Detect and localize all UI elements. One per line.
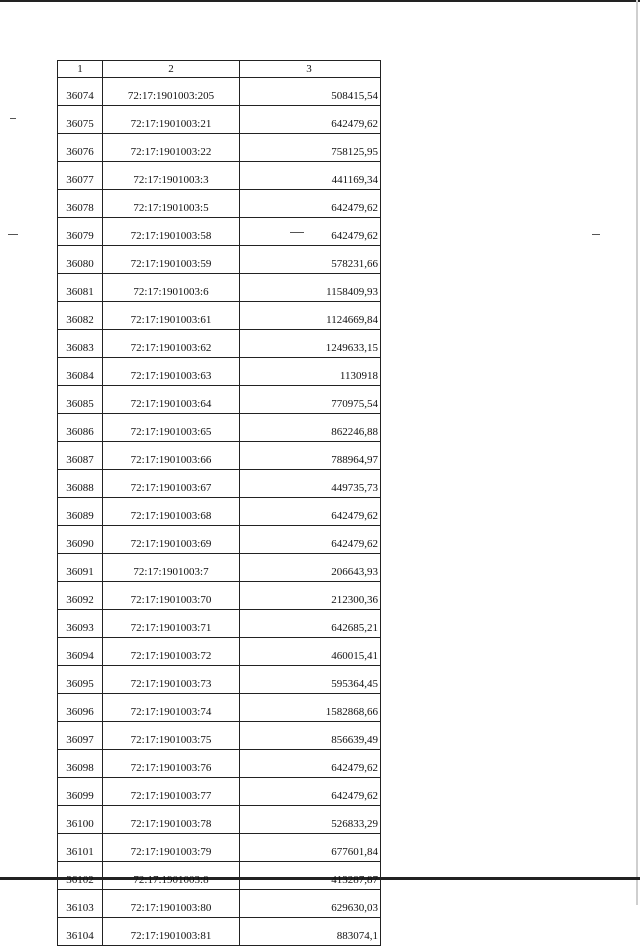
table-row <box>58 778 381 806</box>
table-row <box>58 554 381 582</box>
value-cell: 642479,62 <box>240 190 381 218</box>
cadastral-number-cell: 72:17:1901003:77 <box>103 778 240 806</box>
row-number-cell: 36099 <box>58 778 103 806</box>
table-row <box>58 302 381 330</box>
value-cell: 460015,41 <box>240 638 381 666</box>
value-cell: 883074,1 <box>240 918 381 946</box>
registry-table <box>57 60 381 946</box>
row-number-cell: 36091 <box>58 554 103 582</box>
table-row <box>58 526 381 554</box>
table-row <box>58 246 381 274</box>
cadastral-number-cell: 72:17:1901003:75 <box>103 722 240 750</box>
row-number-cell: 36096 <box>58 694 103 722</box>
value-cell: 642685,21 <box>240 610 381 638</box>
value-cell: 1582868,66 <box>240 694 381 722</box>
cadastral-number-cell: 72:17:1901003:62 <box>103 330 240 358</box>
cadastral-number-cell: 72:17:1901003:21 <box>103 106 240 134</box>
scan-speck <box>592 234 600 235</box>
row-number-cell: 36084 <box>58 358 103 386</box>
row-number-cell: 36092 <box>58 582 103 610</box>
row-number-cell: 36088 <box>58 470 103 498</box>
table-row <box>58 750 381 778</box>
table-row <box>58 386 381 414</box>
value-cell: 595364,45 <box>240 666 381 694</box>
value-cell: 449735,73 <box>240 470 381 498</box>
cadastral-number-cell: 72:17:1901003:78 <box>103 806 240 834</box>
column-header-2: 2 <box>103 61 240 78</box>
table-row <box>58 722 381 750</box>
table-row <box>58 610 381 638</box>
table-row <box>58 442 381 470</box>
row-number-cell: 36100 <box>58 806 103 834</box>
table-row <box>58 498 381 526</box>
cadastral-number-cell: 72:17:1901003:71 <box>103 610 240 638</box>
row-number-cell: 36102 <box>58 862 103 890</box>
row-number-cell: 36089 <box>58 498 103 526</box>
table-row <box>58 330 381 358</box>
right-scan-edge <box>636 0 638 905</box>
table-row <box>58 134 381 162</box>
row-number-cell: 36090 <box>58 526 103 554</box>
table-row <box>58 638 381 666</box>
value-cell: 1249633,15 <box>240 330 381 358</box>
value-cell: 206643,93 <box>240 554 381 582</box>
table-row <box>58 162 381 190</box>
table-row <box>58 582 381 610</box>
value-cell: 642479,62 <box>240 750 381 778</box>
cadastral-number-cell: 72:17:1901003:67 <box>103 470 240 498</box>
value-cell: 629630,03 <box>240 890 381 918</box>
table-row <box>58 890 381 918</box>
cadastral-number-cell: 72:17:1901003:81 <box>103 918 240 946</box>
row-number-cell: 36074 <box>58 78 103 106</box>
table-row <box>58 106 381 134</box>
cadastral-number-cell: 72:17:1901003:68 <box>103 498 240 526</box>
table-header-row <box>58 61 381 78</box>
row-number-cell: 36093 <box>58 610 103 638</box>
cadastral-number-cell: 72:17:1901003:3 <box>103 162 240 190</box>
row-number-cell: 36097 <box>58 722 103 750</box>
value-cell: 862246,88 <box>240 414 381 442</box>
row-number-cell: 36078 <box>58 190 103 218</box>
table-row <box>58 918 381 946</box>
value-cell: 770975,54 <box>240 386 381 414</box>
value-cell: 642479,62 <box>240 106 381 134</box>
row-number-cell: 36075 <box>58 106 103 134</box>
cadastral-number-cell: 72:17:1901003:7 <box>103 554 240 582</box>
table-row <box>58 834 381 862</box>
table-row <box>58 470 381 498</box>
cadastral-number-cell: 72:17:1901003:61 <box>103 302 240 330</box>
value-cell: 212300,36 <box>240 582 381 610</box>
value-cell: 788964,97 <box>240 442 381 470</box>
row-number-cell: 36079 <box>58 218 103 246</box>
cadastral-number-cell: 72:17:1901003:80 <box>103 890 240 918</box>
scan-speck <box>10 118 16 119</box>
table-row <box>58 694 381 722</box>
value-cell: 441169,34 <box>240 162 381 190</box>
value-cell: 1124669,84 <box>240 302 381 330</box>
value-cell: 508415,54 <box>240 78 381 106</box>
row-number-cell: 36103 <box>58 890 103 918</box>
table-row <box>58 862 381 890</box>
row-number-cell: 36086 <box>58 414 103 442</box>
cadastral-number-cell: 72:17:1901003:74 <box>103 694 240 722</box>
row-number-cell: 36076 <box>58 134 103 162</box>
table-row <box>58 414 381 442</box>
column-header-3: 3 <box>240 61 381 78</box>
table-row <box>58 218 381 246</box>
top-scan-border <box>0 0 640 2</box>
row-number-cell: 36081 <box>58 274 103 302</box>
value-cell: 856639,49 <box>240 722 381 750</box>
cadastral-number-cell: 72:17:1901003:63 <box>103 358 240 386</box>
value-cell: 526833,29 <box>240 806 381 834</box>
cadastral-number-cell: 72:17:1901003:66 <box>103 442 240 470</box>
cadastral-number-cell: 72:17:1901003:205 <box>103 78 240 106</box>
row-number-cell: 36082 <box>58 302 103 330</box>
row-number-cell: 36080 <box>58 246 103 274</box>
table-row <box>58 190 381 218</box>
cadastral-number-cell: 72:17:1901003:59 <box>103 246 240 274</box>
row-number-cell: 36095 <box>58 666 103 694</box>
value-cell: 642479,62 <box>240 498 381 526</box>
cadastral-number-cell: 72:17:1901003:58 <box>103 218 240 246</box>
row-number-cell: 36077 <box>58 162 103 190</box>
cadastral-number-cell: 72:17:1901003:8 <box>103 862 240 890</box>
row-number-cell: 36101 <box>58 834 103 862</box>
cadastral-number-cell: 72:17:1901003:72 <box>103 638 240 666</box>
cadastral-number-cell: 72:17:1901003:70 <box>103 582 240 610</box>
table-row <box>58 274 381 302</box>
cadastral-number-cell: 72:17:1901003:79 <box>103 834 240 862</box>
cadastral-number-cell: 72:17:1901003:76 <box>103 750 240 778</box>
table-row <box>58 78 381 106</box>
cadastral-number-cell: 72:17:1901003:65 <box>103 414 240 442</box>
cadastral-number-cell: 72:17:1901003:5 <box>103 190 240 218</box>
cadastral-number-cell: 72:17:1901003:73 <box>103 666 240 694</box>
scan-speck <box>8 234 18 235</box>
row-number-cell: 36098 <box>58 750 103 778</box>
value-cell: 1158409,93 <box>240 274 381 302</box>
row-number-cell: 36085 <box>58 386 103 414</box>
table-row <box>58 806 381 834</box>
value-cell: 413287,87 <box>240 862 381 890</box>
value-cell: 642479,62 <box>240 778 381 806</box>
cadastral-number-cell: 72:17:1901003:64 <box>103 386 240 414</box>
cadastral-number-cell: 72:17:1901003:22 <box>103 134 240 162</box>
value-cell: 642479,62 <box>240 526 381 554</box>
row-number-cell: 36087 <box>58 442 103 470</box>
value-cell: 642479,62 <box>240 218 381 246</box>
table-row <box>58 358 381 386</box>
value-cell: 1130918 <box>240 358 381 386</box>
value-cell: 677601,84 <box>240 834 381 862</box>
row-number-cell: 36104 <box>58 918 103 946</box>
table-row <box>58 666 381 694</box>
value-cell: 578231,66 <box>240 246 381 274</box>
row-number-cell: 36094 <box>58 638 103 666</box>
value-cell: 758125,95 <box>240 134 381 162</box>
cadastral-number-cell: 72:17:1901003:69 <box>103 526 240 554</box>
row-number-cell: 36083 <box>58 330 103 358</box>
column-header-1: 1 <box>58 61 103 78</box>
cadastral-number-cell: 72:17:1901003:6 <box>103 274 240 302</box>
